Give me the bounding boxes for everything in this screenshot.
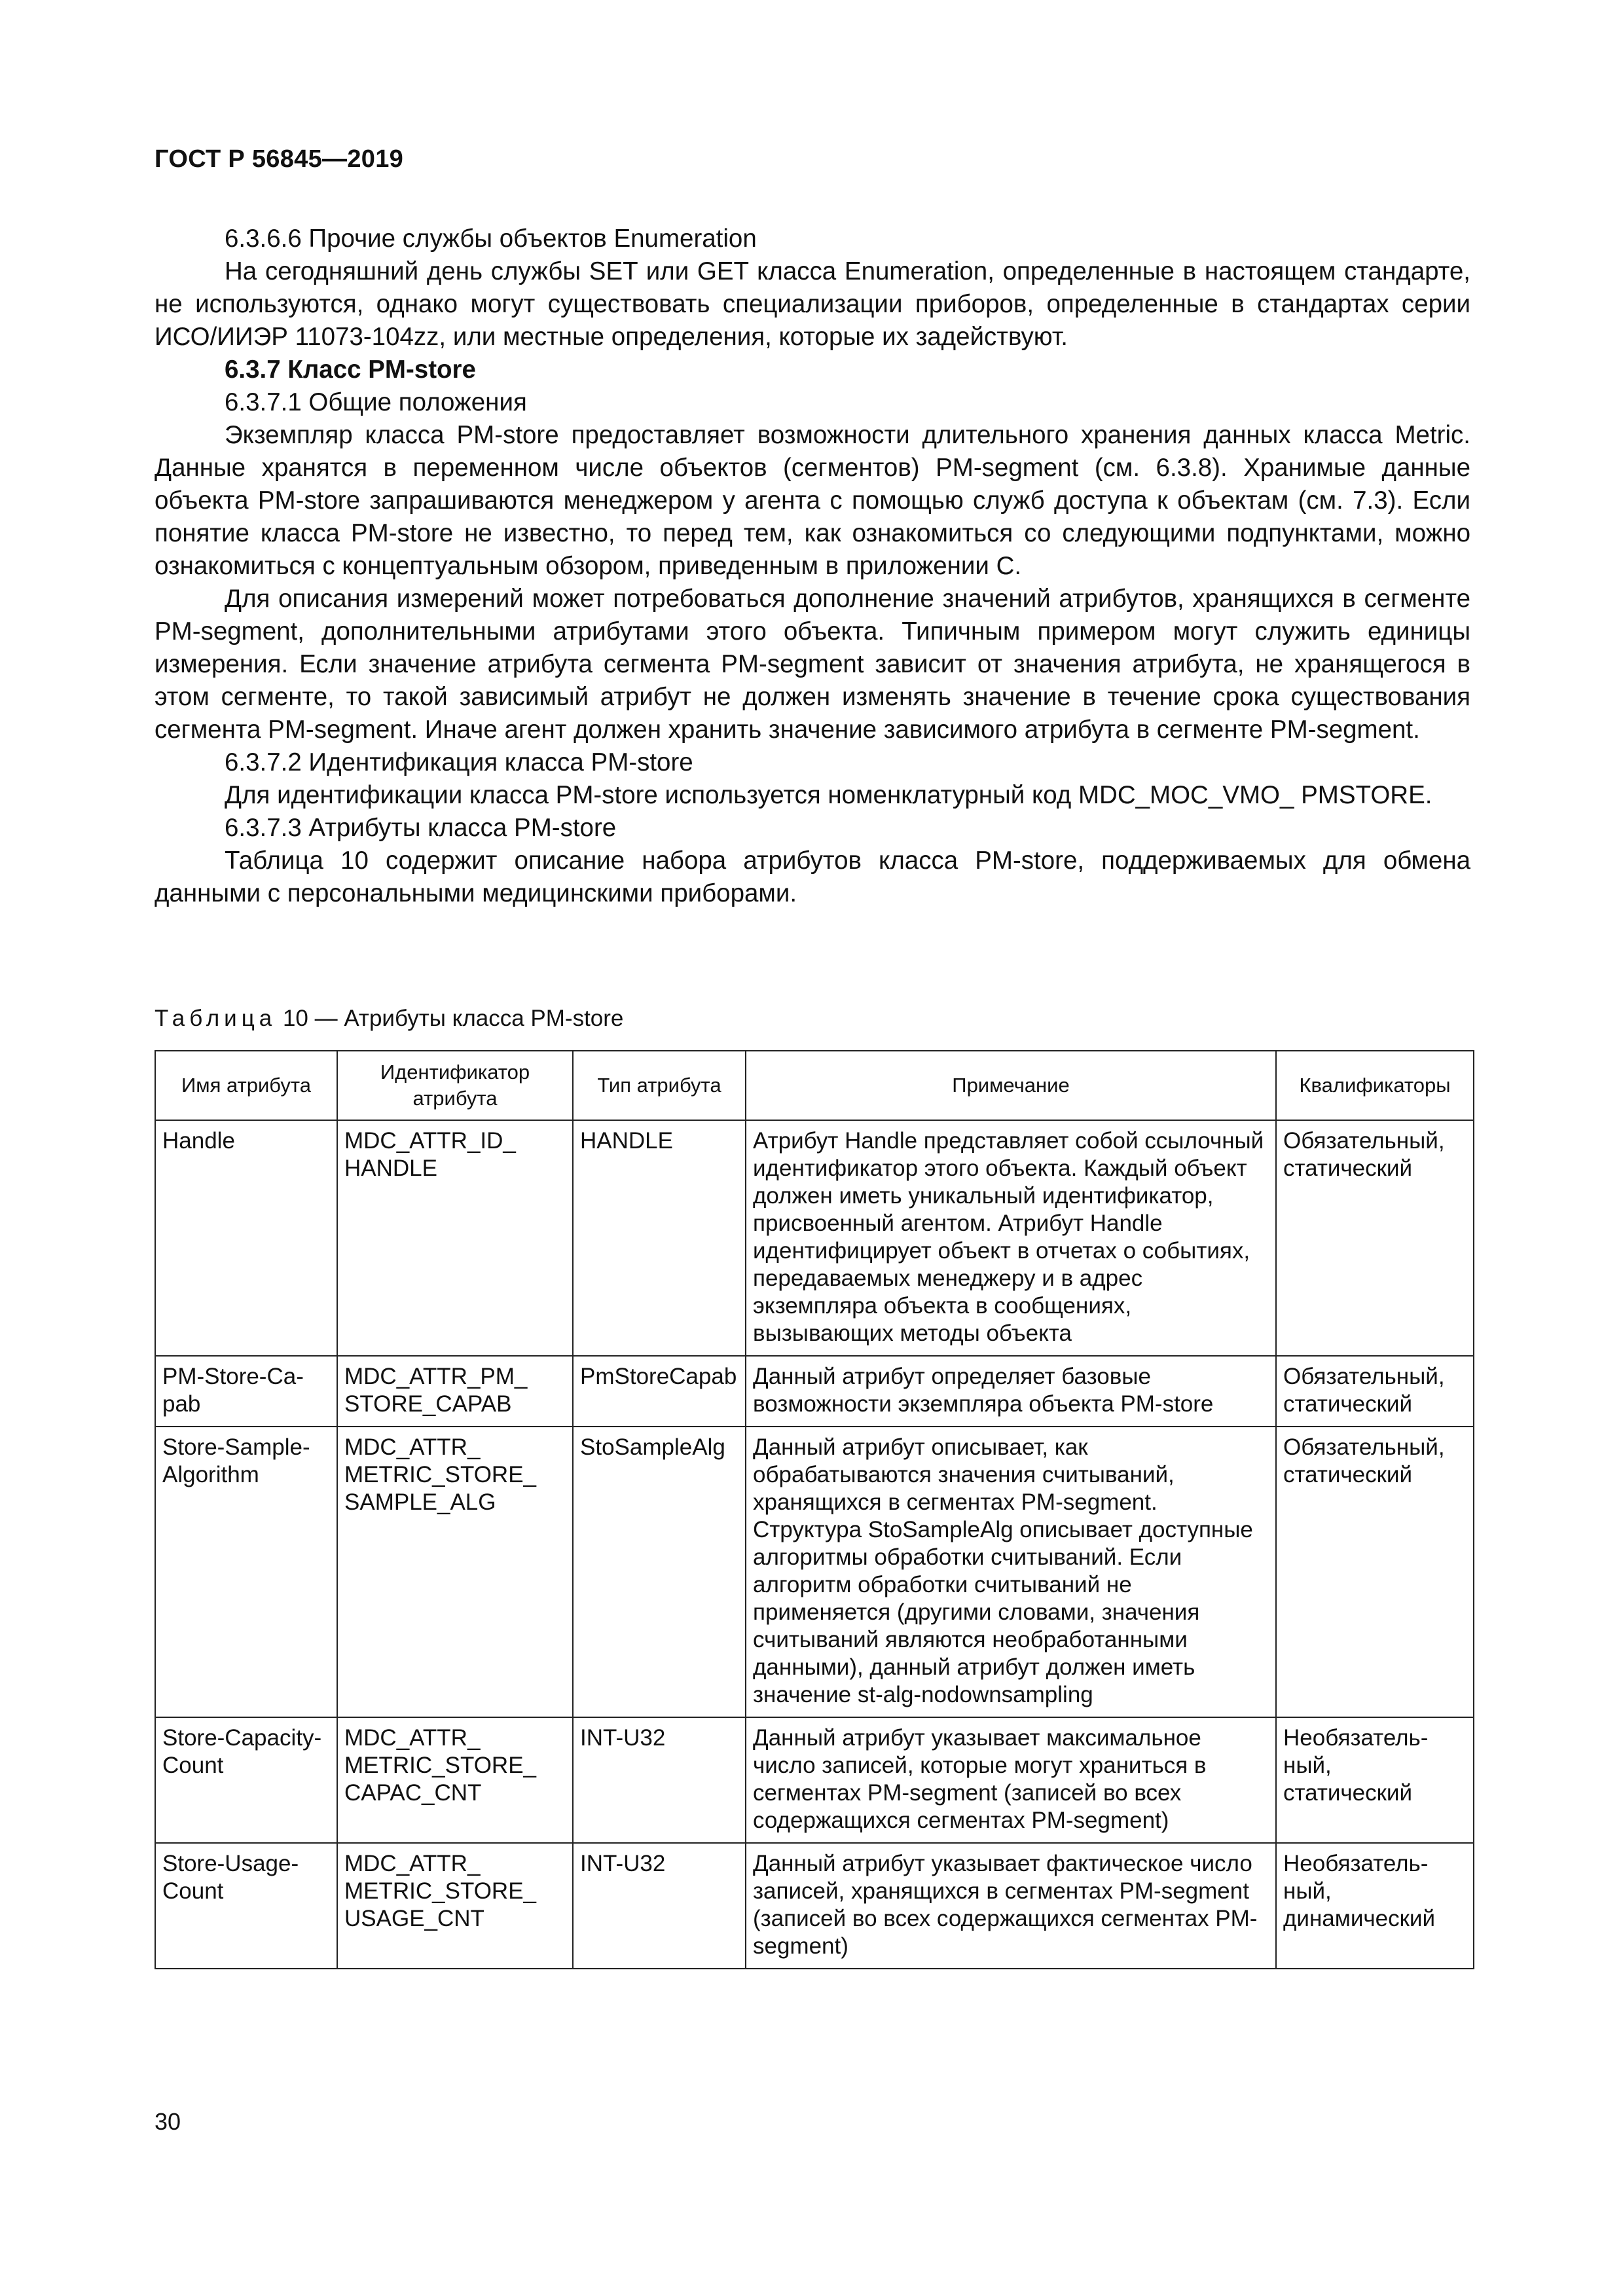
table-cell: Данный атрибут описывает, как обрабатываются значения считываний, хранящихся в сегментах PM-segment. Структура StoSampleAlg описывает доступные алгоритмы обработки считываний. Если алгоритм обработки считываний не применяется (другими словами, значения считываний являются необработанными данными), данный атрибут должен иметь значение st-alg-nodownsampling bbox=[746, 1427, 1276, 1717]
paragraph: Для описания измерений может потребоваться дополнение значений атрибутов, хранящихся в сегменте PM-segment, дополнительными атрибутами этого объекта. Типичным примером могут служить единицы измерения. Если значение атрибута сегмента PM-segment зависит от значения атрибута, не хранящегося в этом сегменте, то такой зависимый атрибут не должен изменять значение в течение срока существования сегмента PM-segment. Иначе агент должен хранить значение зависимого атрибута в сегменте PM-segment. bbox=[155, 585, 1470, 744]
table-cell: INT-U32 bbox=[573, 1843, 746, 1969]
table-cell: Данный атрибут определяет базовые возможности экземпляра объекта PM-store bbox=[746, 1356, 1276, 1427]
attributes-table bbox=[155, 1050, 1474, 1969]
section-heading: 6.3.7 Класс PM-store bbox=[225, 355, 476, 384]
paragraph: На сегодняшний день службы SET или GET класса Enumeration, определенные в настоящем стандарте, не используются, однако могут существовать специализации приборов, определенные в стандартах серии ИСО/ИИЭР 11073-104zz, или местные определения, которые их задействуют. bbox=[155, 257, 1470, 351]
standard-header: ГОСТ Р 56845—2019 bbox=[155, 145, 404, 173]
table-cell: PmStoreCapab bbox=[573, 1356, 746, 1427]
table-cell: Обязательный, статический bbox=[1276, 1427, 1474, 1717]
table-cell: PM-Store-Capab bbox=[155, 1356, 337, 1427]
table-row bbox=[155, 1120, 1474, 1356]
paragraph: 6.3.7.1 Общие положения bbox=[225, 388, 527, 416]
table-row bbox=[155, 1356, 1474, 1427]
page-number: 30 bbox=[155, 2108, 181, 2135]
table-cell: HANDLE bbox=[573, 1120, 746, 1356]
column-header: Имя атрибута bbox=[155, 1051, 337, 1120]
table-row bbox=[155, 1427, 1474, 1717]
table-cell: Данный атрибут указывает максимальное число записей, которые могут храниться в сегментах PM-segment (записей во всех содержащихся сегментах PM-segment) bbox=[746, 1717, 1276, 1843]
column-header: Примечание bbox=[746, 1051, 1276, 1120]
table-cell: Необязательный, статический bbox=[1276, 1717, 1474, 1843]
paragraph: 6.3.6.6 Прочие службы объектов Enumeration bbox=[225, 225, 757, 253]
table-cell: Handle bbox=[155, 1120, 337, 1356]
column-header: Тип атрибута bbox=[573, 1051, 746, 1120]
table-cell: Обязательный, статический bbox=[1276, 1356, 1474, 1427]
table-header-row bbox=[155, 1051, 1474, 1120]
table-cell: Store-Usage-Count bbox=[155, 1843, 337, 1969]
body-text bbox=[155, 223, 1470, 910]
paragraph: 6.3.7.2 Идентификация класса PM-store bbox=[225, 748, 693, 776]
table-cell: Атрибут Handle представляет собой ссылочный идентификатор этого объекта. Каждый объект должен иметь уникальный идентификатор, присвоенный агентом. Атрибут Handle идентифицирует объект в отчетах о событиях, передаваемых менеджеру и в адрес экземпляра объекта в сообщениях, вызывающих методы объекта bbox=[746, 1120, 1276, 1356]
paragraph: Таблица 10 содержит описание набора атрибутов класса PM-store, поддерживаемых для обмена данными с персональными медицинскими приборами. bbox=[155, 847, 1470, 907]
table-cell: MDC_ATTR_ METRIC_STORE_ CAPAC_CNT bbox=[337, 1717, 573, 1843]
table-caption-title: 10 — Атрибуты класса PM-store bbox=[276, 1006, 624, 1031]
table-cell: Данный атрибут указывает фактическое число записей, хранящихся в сегментах PM-segment (записей во всех содержащихся сегментах PM-segment) bbox=[746, 1843, 1276, 1969]
column-header: Идентификатор атрибута bbox=[337, 1051, 573, 1120]
table-cell: Store-Sample-Algorithm bbox=[155, 1427, 337, 1717]
table-cell: MDC_ATTR_PM_ STORE_CAPAB bbox=[337, 1356, 573, 1427]
table-cell: INT-U32 bbox=[573, 1717, 746, 1843]
table-cell: Обязательный, статический bbox=[1276, 1120, 1474, 1356]
column-header: Квалификаторы bbox=[1276, 1051, 1474, 1120]
table-cell: MDC_ATTR_ID_ HANDLE bbox=[337, 1120, 573, 1356]
paragraph: 6.3.7.3 Атрибуты класса PM-store bbox=[225, 814, 617, 842]
table-caption bbox=[155, 1004, 623, 1033]
table-cell: StoSampleAlg bbox=[573, 1427, 746, 1717]
table-cell: Store-Capacity-Count bbox=[155, 1717, 337, 1843]
table-row bbox=[155, 1843, 1474, 1969]
table-cell: Необязательный, динамический bbox=[1276, 1843, 1474, 1969]
paragraph: Для идентификации класса PM-store используется номенклатурный код MDC_MOC_VMO_ PMSTORE. bbox=[225, 781, 1432, 809]
table-cell: MDC_ATTR_ METRIC_STORE_ USAGE_CNT bbox=[337, 1843, 573, 1969]
paragraph: Экземпляр класса PM-store предоставляет возможности длительного хранения данных класса Metric. Данные хранятся в переменном числе объектов (сегментов) PM-segment (см. 6.3.8). Хранимые данные объекта PM-store запрашиваются менеджером у агента с помощью служб доступа к объектам (см. 7.3). Если понятие класса PM-store не известно, то перед тем, как ознакомиться со следующими подпунктами, можно ознакомиться с концептуальным обзором, приведенным в приложении С. bbox=[155, 421, 1470, 580]
table-cell: MDC_ATTR_ METRIC_STORE_ SAMPLE_ALG bbox=[337, 1427, 573, 1717]
table-row bbox=[155, 1717, 1474, 1843]
table-caption-label: Таблица bbox=[155, 1006, 277, 1031]
